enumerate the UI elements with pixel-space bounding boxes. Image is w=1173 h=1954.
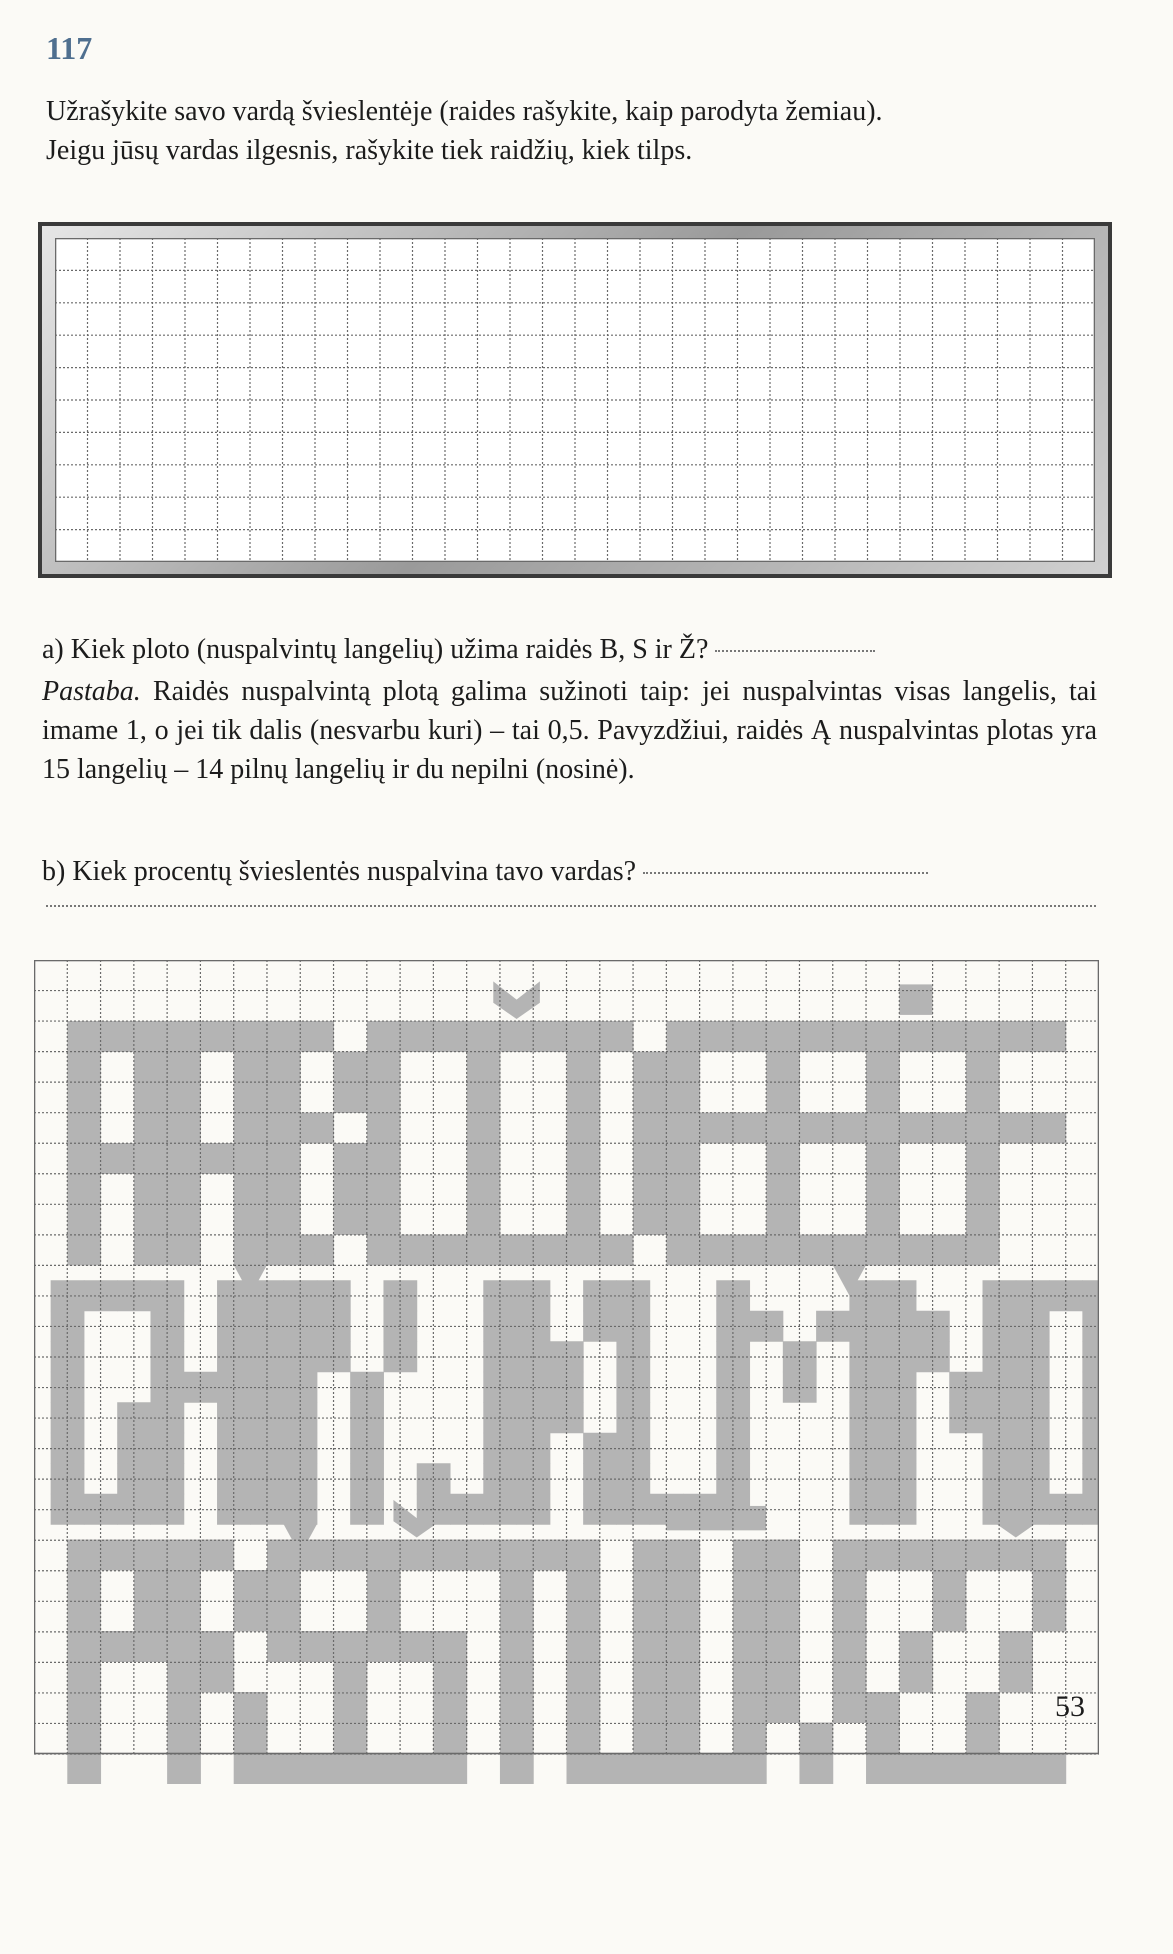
- letter-Ą: [167, 1021, 267, 1296]
- answer-b-dots-line[interactable]: [46, 905, 1096, 907]
- task-intro: [46, 92, 1126, 170]
- scoreboard-grid-lines: [55, 238, 1095, 562]
- answer-b-dots[interactable]: [643, 871, 928, 874]
- task-number: 117: [46, 30, 93, 66]
- letter-S: [267, 1540, 367, 1785]
- letter-Č: [467, 981, 567, 1265]
- letter-R: [167, 1540, 267, 1785]
- letter-Š: [367, 1500, 467, 1784]
- letter-Ū: [666, 1506, 766, 1784]
- note: [42, 672, 1097, 789]
- scoreboard-grid[interactable]: [55, 238, 1095, 562]
- letter-V: [766, 1540, 866, 1785]
- letter-N: [883, 1280, 1017, 1525]
- letter-Z: [866, 1540, 966, 1785]
- letter-T: [467, 1540, 567, 1785]
- letter-O: [1016, 1280, 1099, 1525]
- note-text: Raidės nuspalvintą plotą galima sužinoti taip: jei nuspalvintas visas langelis, tai imame 1, o jei tik dalis (nesvarbu kuri) – tai 0,5. Pavyzdžiui, raidės Ą nuspalvintas plotas yra 15 langelių – 14 pilnų langelių ir du nepilni (nosinė).: [42, 676, 1098, 785]
- intro-line-1: Užrašykite savo vardą švieslentėje (raides rašykite, kaip parodyta žemiau).: [46, 96, 883, 127]
- question-b-text: b) Kiek procentų švieslentės nuspalvina tavo vardas?: [42, 856, 637, 887]
- question-a-text: a) Kiek ploto (nuspalvintų langelių) užima raidės B, S ir Ž?: [42, 634, 709, 665]
- letter-C: [367, 1021, 467, 1266]
- alphabet-grid: [34, 960, 1099, 1954]
- question-a: [42, 630, 1102, 669]
- intro-line-2: Jeigu jūsų vardas ilgesnis, rašykite tiek raidžių, kiek tilps.: [46, 135, 693, 166]
- answer-a-dots[interactable]: [715, 649, 875, 652]
- letter-Ė: [866, 984, 966, 1265]
- note-label: Pastaba.: [42, 676, 141, 707]
- question-b: [42, 852, 1102, 891]
- letter-U: [567, 1540, 667, 1785]
- letter-P: [67, 1540, 167, 1785]
- page-number: 53: [1055, 1690, 1085, 1723]
- letter-Ž: [966, 1500, 1066, 1784]
- letter-Ę: [766, 1021, 866, 1296]
